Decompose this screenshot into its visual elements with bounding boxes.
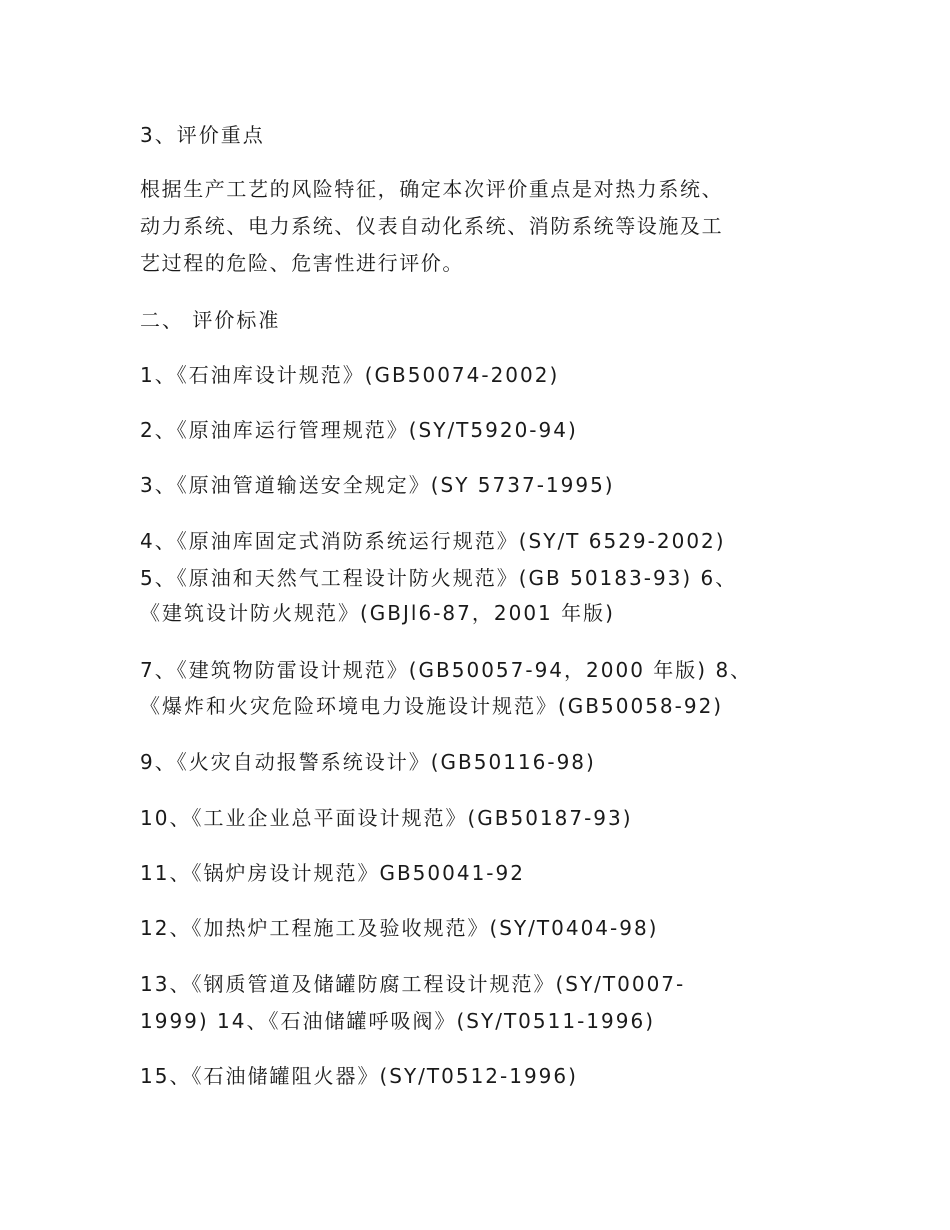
standard-item: 5、《原油和天然气工程设计防火规范》(GB 50183-93) 6、 — [140, 566, 738, 590]
section-heading-evaluation-standards: 二、 评价标准 — [140, 308, 281, 332]
standard-item: 7、《建筑物防雷设计规范》(GB50057-94，2000 年版) 8、 — [140, 658, 753, 682]
paragraph-line: 艺过程的危险、危害性进行评价。 — [140, 251, 464, 275]
standard-item: 《建筑设计防火规范》(GBJl6-87，2001 年版) — [140, 601, 615, 625]
evaluation-focus-paragraph — [140, 171, 820, 282]
standard-item: 《爆炸和火灾危险环境电力设施设计规范》(GB50058-92) — [140, 694, 724, 718]
paragraph-line: 动力系统、电力系统、仪表自动化系统、消防系统等设施及工 — [140, 214, 724, 238]
section-heading-evaluation-focus: 3、评价重点 — [140, 123, 265, 147]
paragraph-line: 根据生产工艺的风险特征，确定本次评价重点是对热力系统、 — [140, 177, 724, 201]
standard-item: 1999) 14、《石油储罐呼吸阀》(SY/T0511-1996) — [140, 1009, 655, 1033]
standard-item: 3、《原油管道输送安全规定》(SY 5737-1995) — [140, 473, 615, 497]
standard-item: 10、《工业企业总平面设计规范》(GB50187-93) — [140, 806, 633, 830]
standard-item: 1、《石油库设计规范》(GB50074-2002) — [140, 363, 560, 387]
standard-item: 4、《原油库固定式消防系统运行规范》(SY/T 6529-2002) — [140, 529, 726, 553]
standard-item: 15、《石油储罐阻火器》(SY/T0512-1996) — [140, 1064, 578, 1088]
standard-item: 2、《原油库运行管理规范》(SY/T5920-94) — [140, 418, 578, 442]
standard-item: 12、《加热炉工程施工及验收规范》(SY/T0404-98) — [140, 916, 659, 940]
standard-item: 11、《锅炉房设计规范》GB50041-92 — [140, 861, 525, 885]
standard-item: 13、《钢质管道及储罐防腐工程设计规范》(SY/T0007- — [140, 972, 686, 996]
standard-item: 9、《火灾自动报警系统设计》(GB50116-98) — [140, 750, 596, 774]
